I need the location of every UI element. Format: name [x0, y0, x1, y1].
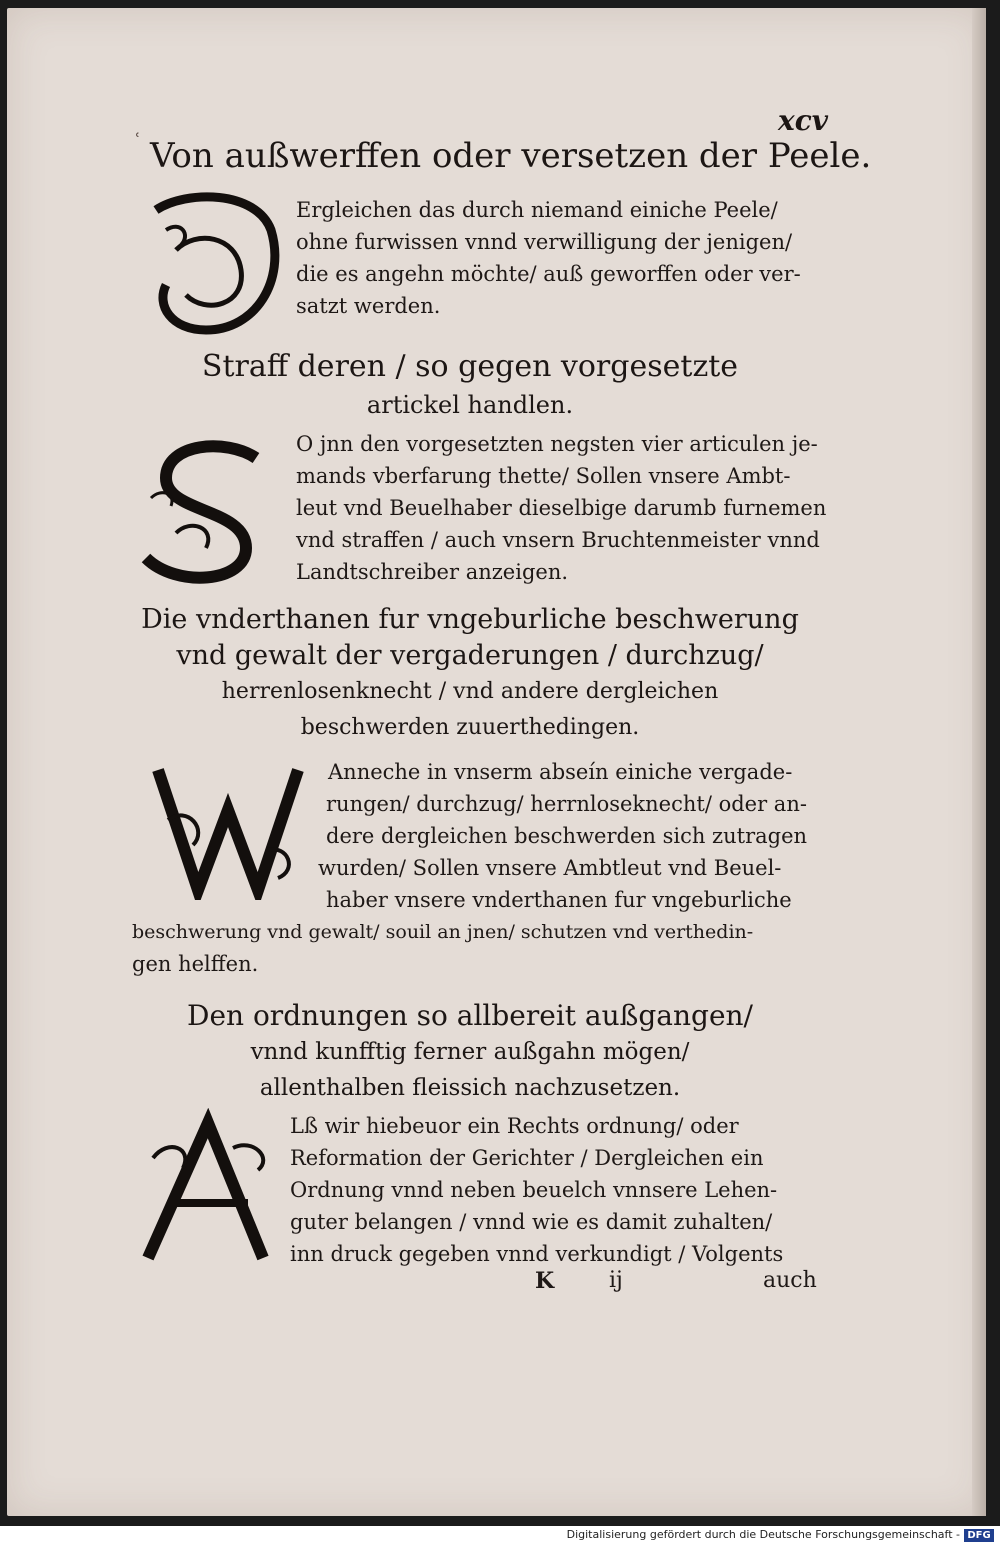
paragraph-line: O jnn den vorgesetzten negsten vier articulen je-: [296, 432, 818, 456]
paragraph-line: dere dergleichen beschwerden sich zutragen: [326, 824, 808, 848]
paragraph-line: Lß wir hiebeuor ein Rechts ordnung/ oder: [290, 1114, 739, 1138]
catchword: auch: [763, 1268, 817, 1293]
section-paragraph-1: [296, 194, 816, 322]
paragraph-line: mands vberfarung thette/ Sollen vnsere Ambt-: [296, 464, 791, 488]
paragraph-line: wurden/ Sollen vnsere Ambtleut vnd Beuel-: [318, 856, 782, 880]
dfg-logo-icon: DFG: [964, 1529, 994, 1542]
section-paragraph-4: [290, 1110, 818, 1270]
footer-bar: [0, 1526, 1000, 1546]
heading-line: herrenlosenknecht / vnd andere dergleichen: [221, 679, 719, 704]
section-heading-2: [200, 348, 740, 424]
paragraph-line: Ordnung vnnd neben beuelch vnnsere Lehen-: [290, 1178, 778, 1202]
section-heading-4: [170, 998, 770, 1106]
heading-line: vnd gewalt der vergaderungen / durchzug/: [176, 640, 764, 671]
paragraph-line: die es angehn möchte/ auß geworffen oder ver-: [296, 262, 801, 286]
paragraph-line: inn druck gegeben vnnd verkundigt / Volgents: [290, 1242, 784, 1266]
heading-line: Straff deren / so gegen vorgesetzte: [201, 349, 739, 384]
paragraph-line: vnd straffen / auch vnsern Bruchtenmeister vnnd: [296, 528, 820, 552]
margin-mark: ʿ: [135, 130, 141, 151]
heading-line: Von außwerffen oder versetzen der Peele.: [150, 136, 872, 176]
section-paragraph-3: [132, 756, 820, 980]
paragraph-line: gen helffen.: [132, 952, 259, 976]
page-edge: [972, 8, 986, 1516]
decorated-initial-a: [138, 1108, 278, 1268]
paragraph-line: Ergleichen das durch niemand einiche Peele/: [296, 198, 778, 222]
heading-line: allenthalben fleissich nachzusetzen.: [259, 1075, 681, 1101]
section-heading-3: [130, 602, 810, 746]
paragraph-line: satzt werden.: [296, 294, 441, 318]
signature-number: ij: [609, 1268, 623, 1293]
signature-mark: K: [535, 1268, 555, 1294]
decorated-initial-d: [146, 190, 286, 340]
section-heading-1: [150, 136, 872, 176]
paragraph-line: ohne furwissen vnnd verwilligung der jenigen/: [296, 230, 793, 254]
heading-line: Den ordnungen so allbereit außgangen/: [187, 999, 753, 1032]
decorated-initial-s: [136, 438, 282, 588]
paragraph-line: haber vnsere vnderthanen fur vngeburliche: [326, 888, 792, 912]
paragraph-line: guter belangen / vnnd wie es damit zuhalten/: [290, 1210, 773, 1234]
initial-letter: [136, 438, 282, 588]
heading-line: Die vnderthanen fur vngeburliche beschwerung: [141, 604, 799, 635]
initial-letter: [138, 1108, 278, 1268]
heading-line: vnnd kunfftig ferner außgahn mögen/: [250, 1039, 690, 1065]
folio-number: xcv: [778, 104, 829, 137]
paragraph-line: Reformation der Gerichter / Dergleichen ein: [290, 1146, 764, 1170]
paragraph-line: leut vnd Beuelhaber dieselbige darumb furnemen: [296, 496, 827, 520]
paragraph-line: Anneche in vnserm abseín einiche vergade-: [328, 760, 793, 784]
paragraph-line: Landtschreiber anzeigen.: [296, 560, 569, 584]
section-paragraph-2: [296, 428, 827, 588]
initial-letter: [146, 190, 286, 340]
heading-line: beschwerden zuuerthedingen.: [300, 715, 640, 740]
footer-credit: Digitalisierung gefördert durch die Deutsche Forschungsgemeinschaft -: [566, 1528, 960, 1541]
heading-line: artickel handlen.: [366, 391, 574, 419]
paragraph-line: rungen/ durchzug/ herrnloseknecht/ oder an-: [326, 792, 807, 816]
paragraph-line: beschwerung vnd gewalt/ souil an jnen/ schutzen vnd verthedin-: [132, 921, 754, 943]
